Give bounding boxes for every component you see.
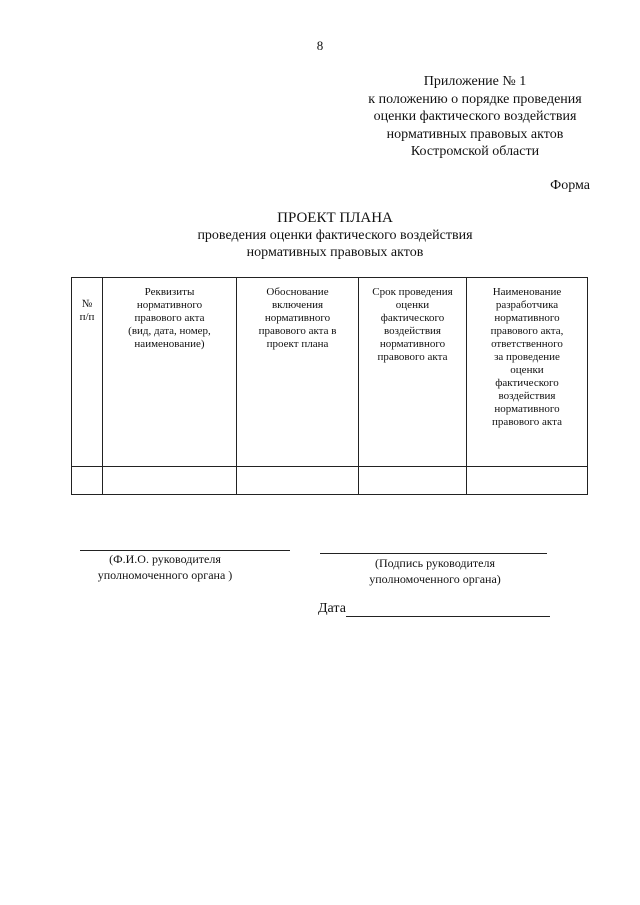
header-line: нормативного <box>379 338 446 350</box>
title-subtitle-line: проведения оценки фактического воздействия <box>197 228 473 243</box>
date-line <box>346 602 550 617</box>
header-line: нормативного <box>494 312 560 324</box>
title-main: ПРОЕКТ ПЛАНА <box>277 210 393 226</box>
title-subtitle-line: нормативных правовых актов <box>246 245 424 260</box>
appendix-line: Костромской области <box>410 144 540 159</box>
date-field <box>318 601 550 617</box>
appendix-note <box>350 73 600 161</box>
appendix-line: нормативных правовых актов <box>386 126 564 142</box>
header-line: разработчика <box>495 299 559 311</box>
header-line: правового акта в <box>258 325 337 337</box>
header-line: правового акта, <box>490 325 564 337</box>
header-act-details <box>103 278 237 467</box>
header-line: фактического <box>380 312 445 324</box>
table-cell <box>72 467 103 495</box>
header-line: № <box>81 298 93 310</box>
page-number: 8 <box>316 38 324 53</box>
header-line: Реквизиты <box>144 286 195 298</box>
signature-caption-right <box>330 555 540 587</box>
signature-line-right <box>320 553 547 554</box>
header-line: фактического <box>495 377 559 389</box>
header-line: ответственного <box>491 338 563 350</box>
header-line: правового акта <box>134 312 205 324</box>
appendix-line: Приложение № 1 <box>423 74 527 89</box>
appendix-line: к положению о порядке проведения <box>368 91 582 107</box>
header-line: нормативного <box>136 299 203 311</box>
header-line: наименование) <box>134 338 205 350</box>
header-developer <box>467 278 588 467</box>
header-line: Обоснование <box>266 286 329 298</box>
header-line: правового акта <box>377 351 448 363</box>
header-line: проект плана <box>266 338 329 350</box>
form-label: Форма <box>550 178 590 193</box>
header-line: нормативного <box>494 403 560 415</box>
header-deadline <box>359 278 467 467</box>
signature-caption-line: уполномоченного органа ) <box>97 568 233 582</box>
header-line: включения <box>271 299 324 311</box>
header-line: Срок проведения <box>372 286 453 298</box>
plan-table <box>71 277 588 495</box>
table-cell <box>103 467 237 495</box>
signature-caption-line: (Ф.И.О. руководителя <box>109 552 221 566</box>
table-row <box>72 467 588 495</box>
header-justification <box>237 278 359 467</box>
header-line: за проведение <box>494 351 560 363</box>
document-title <box>130 209 540 261</box>
signature-caption-line: (Подпись руководителя <box>375 556 495 570</box>
table-cell <box>237 467 359 495</box>
header-line: воздействия <box>384 325 441 337</box>
table-cell <box>359 467 467 495</box>
appendix-line: оценки фактического воздействия <box>373 109 577 124</box>
header-line: (вид, дата, номер, <box>128 325 211 337</box>
header-number <box>72 278 103 467</box>
header-line: оценки <box>395 299 430 311</box>
date-label: Дата <box>318 601 346 616</box>
header-line: воздействия <box>498 390 556 402</box>
header-line: Наименование <box>492 286 562 298</box>
table-cell <box>467 467 588 495</box>
signature-caption-left <box>60 551 270 583</box>
header-line: правового акта <box>492 416 562 428</box>
table-header-row <box>72 278 588 467</box>
header-line: п/п <box>79 311 95 323</box>
header-line: нормативного <box>264 312 331 324</box>
header-line: оценки <box>510 364 544 376</box>
signature-caption-line: уполномоченного органа) <box>369 572 501 586</box>
